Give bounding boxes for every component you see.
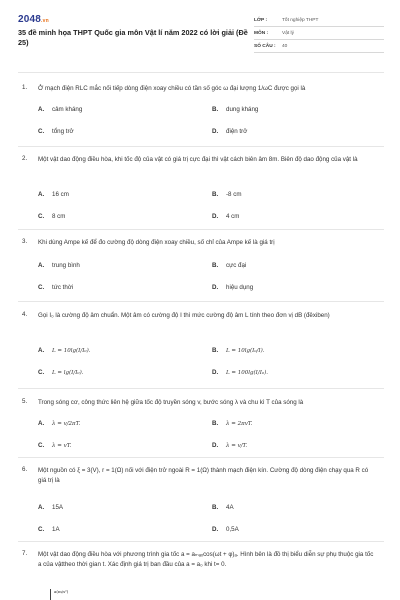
option-letter: D. [212,284,219,291]
option-text: 0,5A [226,526,239,533]
option-letter: B. [212,262,219,269]
option-text: λ = 2πvT. [226,421,253,427]
option-c[interactable] [38,128,74,135]
option-letter: A. [38,191,45,198]
meta-value: Vật lý [282,30,294,36]
option-b[interactable] [212,420,252,427]
option-a[interactable] [38,262,80,269]
acceleration-graph [50,589,80,600]
option-c[interactable] [38,526,60,533]
meta-key: SỐ CÂU : [254,43,276,49]
question-number: 3. [22,238,28,245]
option-letter: A. [38,347,45,354]
option-letter: A. [38,504,45,511]
option-text: λ = vT. [52,443,72,449]
question-text: Khi dùng Ampe kế để đo cường độ dòng điện xoay chiều, số chỉ của Ampe kế là giá trị [38,239,275,246]
option-text: L = 100lg(I/I₀). [226,370,268,376]
question-divider [18,457,384,458]
option-text: hiệu dụng [226,284,254,291]
question-number: 4. [22,311,28,318]
option-b[interactable] [212,191,241,198]
question-number: 1. [22,84,28,91]
option-text: 4 cm [226,213,240,220]
option-text: điện trở [226,128,248,135]
question-text: Một vật dao động điều hòa, khi tốc độ của vật có giá trị cực đại thì vật cách biên âm 8m. Biên độ dao động của vật là [38,156,358,163]
question-number: 6. [22,466,28,473]
option-a[interactable] [38,420,80,427]
meta-row-count [254,40,384,53]
option-text: L = 10lg(I/I₀). [52,348,91,354]
option-text: 1A [52,526,60,533]
option-b[interactable] [212,347,264,354]
option-text: L = 10lg(I₀/I). [226,348,265,354]
header-divider [18,72,384,73]
meta-value: Tốt nghiệp THPT [282,17,319,23]
question-text: Ở mạch điện RLC mắc nối tiếp dòng điện xoay chiều có tần số góc ω đại lượng 1/ωC được gọi là [38,85,306,92]
question-text: Một nguồn có ξ = 3(V), r = 1(Ω) nối với điện trở ngoài R = 1(Ω) thành mạch điện kín. Cường độ dòng điện chạy qua R có giá trị là [38,467,369,484]
option-text: λ = v/2πT. [52,421,81,427]
option-d[interactable] [212,284,253,291]
logo-sub: .vn [41,18,49,24]
page-header [0,0,400,68]
option-text: 8 cm [52,213,66,220]
option-text: 15A [52,504,64,511]
option-letter: A. [38,420,45,427]
question-divider [18,229,384,230]
option-d[interactable] [212,442,247,449]
option-b[interactable] [212,262,246,269]
meta-value: 40 [282,43,288,49]
option-b[interactable] [212,106,258,113]
option-letter: B. [212,420,219,427]
option-c[interactable] [38,213,65,220]
option-letter: B. [212,347,219,354]
document-meta [254,14,384,53]
option-letter: A. [38,262,45,269]
option-a[interactable] [38,347,90,354]
option-text: cực đại [226,262,247,269]
question-divider [18,388,384,389]
option-text: dung kháng [226,106,259,113]
option-letter: C. [38,442,45,449]
question-number: 7. [22,550,28,557]
option-letter: C. [38,284,45,291]
option-letter: C. [38,526,45,533]
option-text: λ = v/T. [226,443,248,449]
site-logo[interactable] [18,14,49,25]
option-text: L = lg(I/I₀). [52,370,84,376]
option-letter: C. [38,369,45,376]
question-divider [18,301,384,302]
meta-row-class [254,14,384,27]
option-c[interactable] [38,284,73,291]
option-b[interactable] [212,504,234,511]
question-text: Trong sóng cơ, công thức liên hệ giữa tốc độ truyền sóng v, bước sóng λ và chu kì T của sóng là [38,399,304,406]
option-c[interactable] [38,369,83,376]
option-letter: D. [212,526,219,533]
question-text: Một vật dao động điều hòa với phương trình gia tốc a = aₘₐₓcos(ωt + φ)ₐ. Hình bên là đồ thị biểu diễn sự phụ thuộc gia tốc a của vậttheo thời gian t. Xác định giá trị ban đầu của a = a₀ khi t= 0. [38,551,374,568]
option-d[interactable] [212,128,247,135]
option-letter: C. [38,213,45,220]
meta-key: MÔN : [254,30,269,36]
option-letter: A. [38,106,45,113]
question-number: 2. [22,155,28,162]
option-text: tổng trở [52,128,74,135]
option-d[interactable] [212,213,239,220]
option-letter: B. [212,504,219,511]
question-number: 5. [22,398,28,405]
question-divider [18,541,384,542]
option-d[interactable] [212,369,268,376]
option-d[interactable] [212,526,239,533]
option-text: cảm kháng [52,106,83,113]
option-text: tức thời [52,284,74,291]
option-text: trung bình [52,262,80,269]
option-text: -8 cm [226,191,242,198]
option-letter: D. [212,442,219,449]
question-text: Gọi I₀ là cường độ âm chuẩn. Một âm có cường độ I thì mức cường độ âm L tính theo đơn vị dB (đêxiben) [38,312,330,319]
meta-key: LỚP : [254,17,268,23]
option-letter: D. [212,128,219,135]
document-title: 35 đề minh họa THPT Quốc gia môn Vật lí năm 2022 có lời giải (Đề 25) [18,28,248,47]
option-c[interactable] [38,442,71,449]
option-a[interactable] [38,504,63,511]
option-letter: B. [212,106,219,113]
logo-main: 2048 [18,14,42,25]
option-letter: D. [212,213,219,220]
option-letter: B. [212,191,219,198]
meta-row-subject [254,27,384,40]
question-divider [18,146,384,147]
graph-axis-label: a(m/s²) [54,589,69,594]
option-text: 4A [226,504,234,511]
option-a[interactable] [38,106,82,113]
option-letter: C. [38,128,45,135]
option-text: 16 cm [52,191,69,198]
option-a[interactable] [38,191,69,198]
option-letter: D. [212,369,219,376]
